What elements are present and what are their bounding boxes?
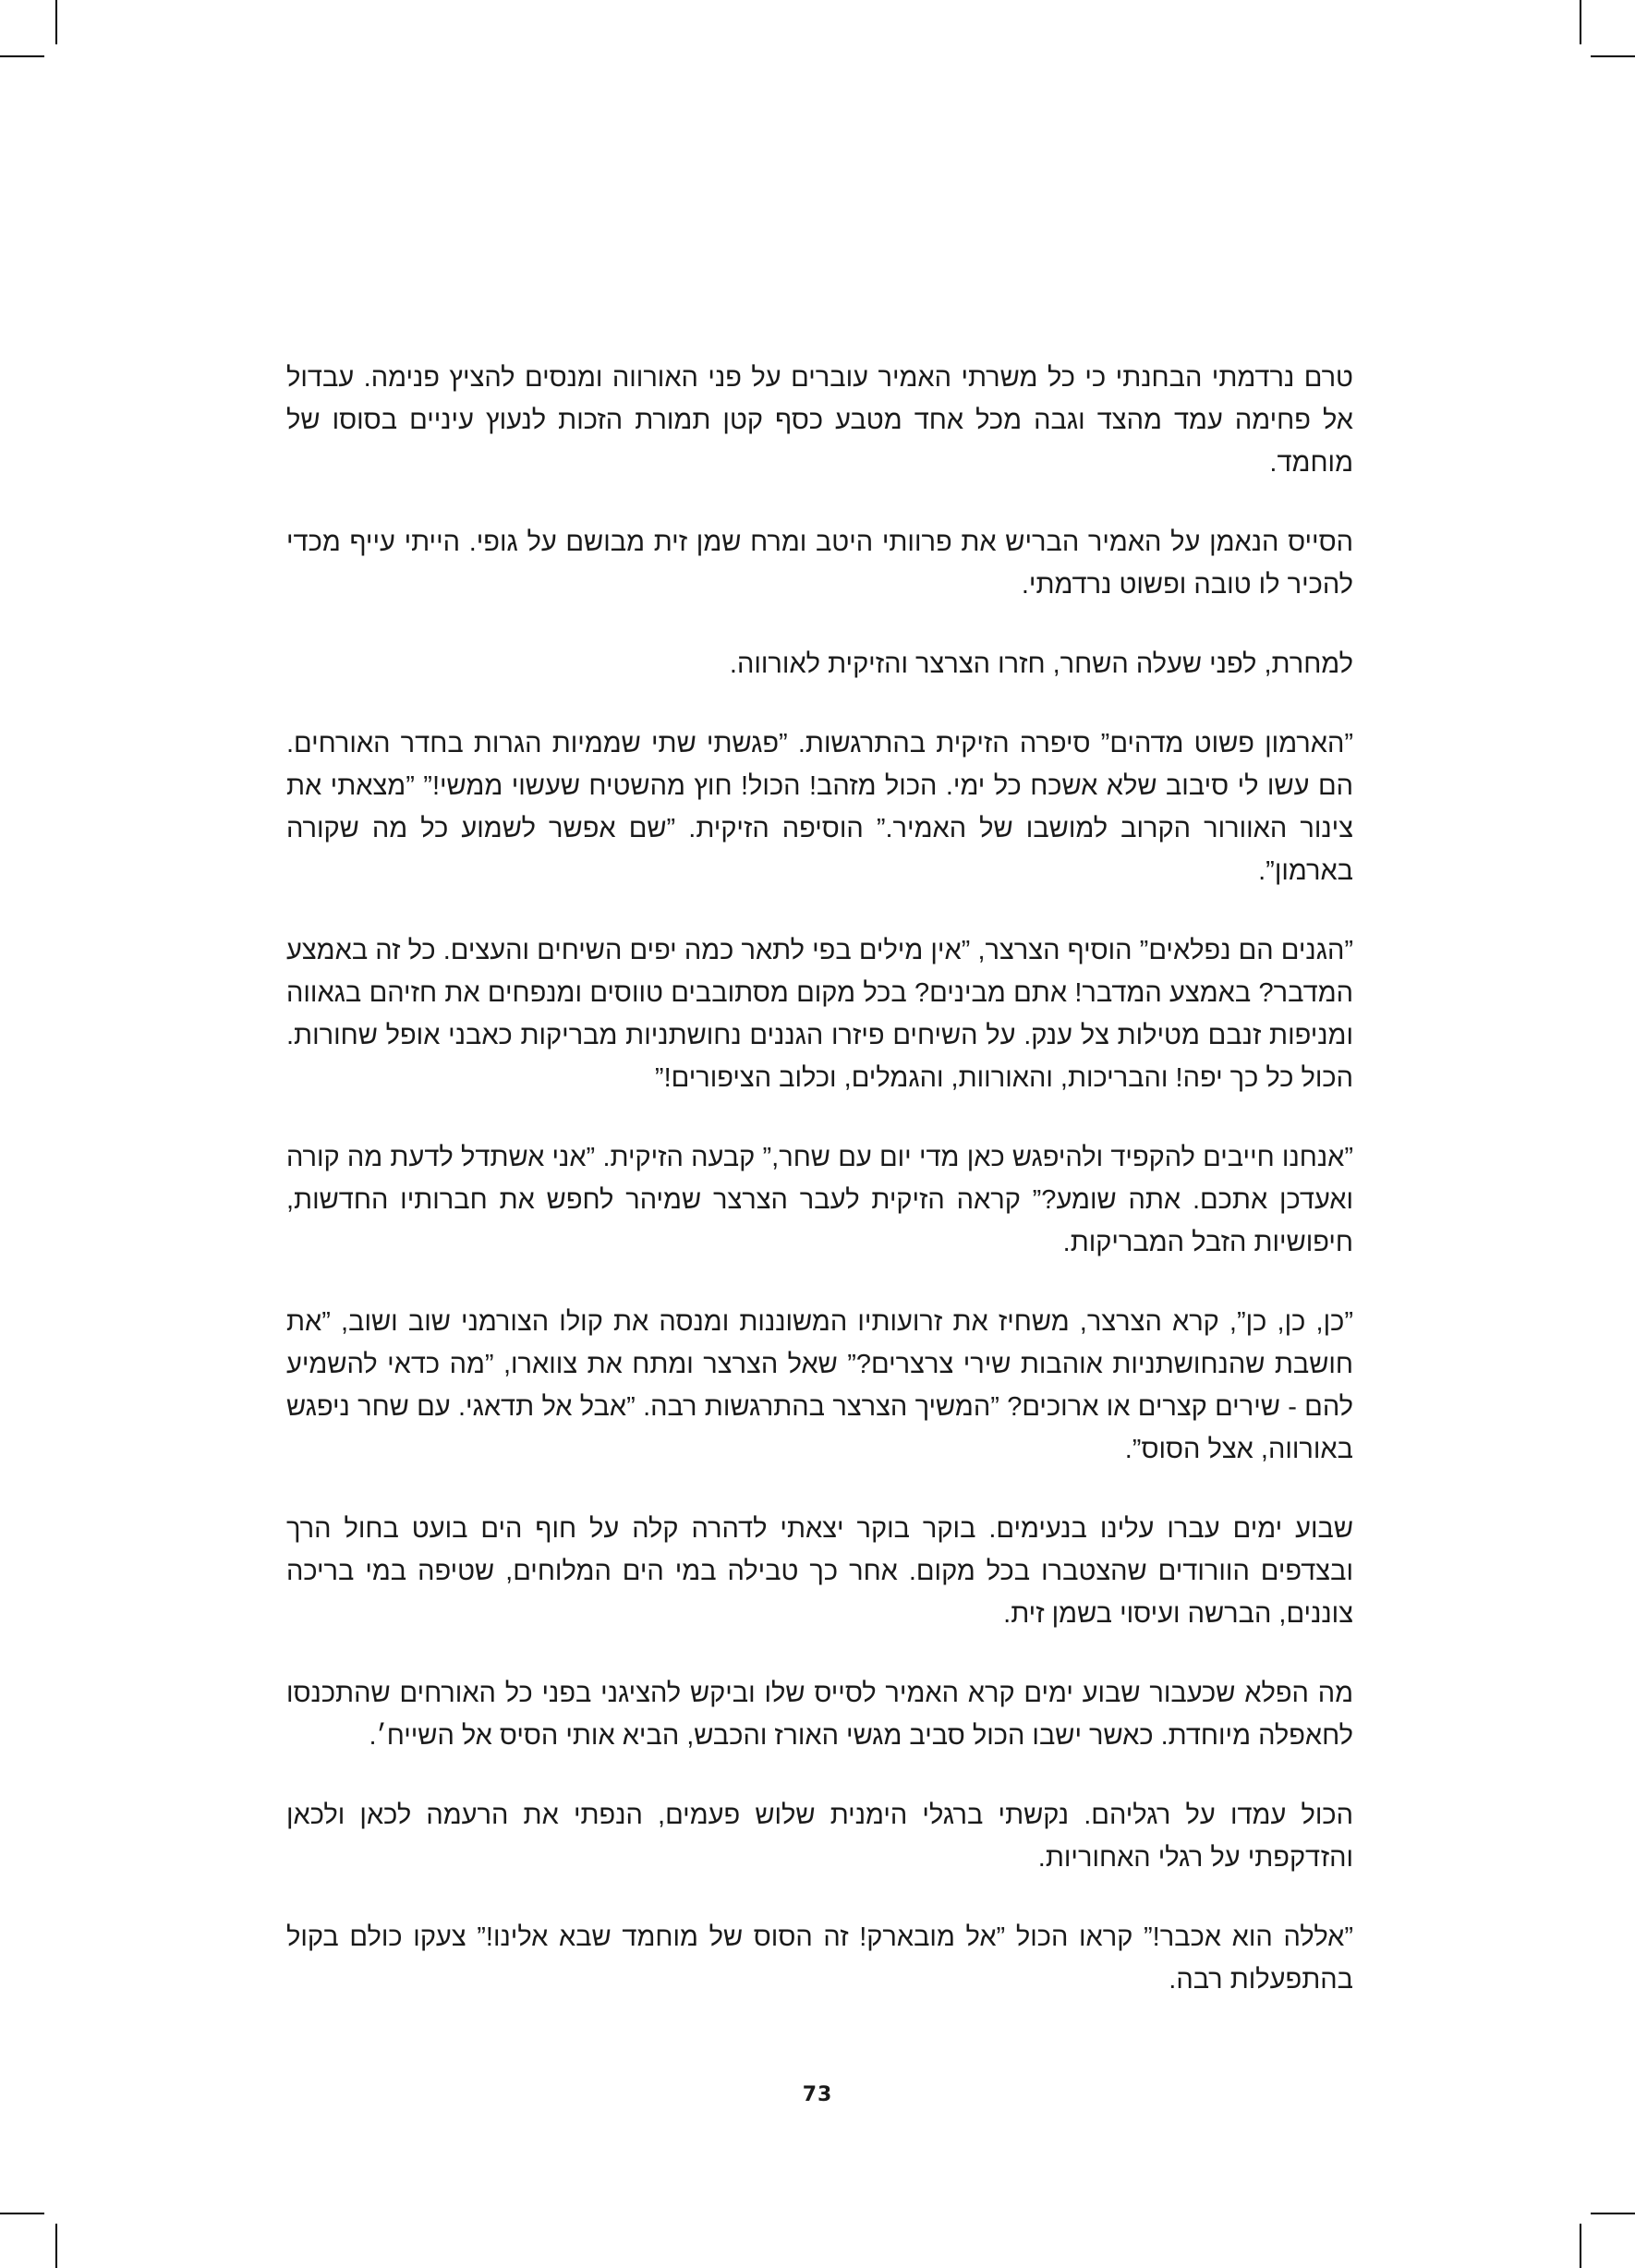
paragraph: הסייס הנאמן על האמיר הבריש את פרוותי היטב ומרח שמן זית מבושם על גופי. הייתי עייף מכדי להכיר לו טובה ופשוט נרדמתי.	[286, 528, 1353, 600]
crop-mark-bottom-left-horizontal	[0, 2213, 44, 2214]
crop-mark-top-left-horizontal	[0, 55, 44, 57]
crop-mark-bottom-left-vertical	[55, 2224, 57, 2268]
paragraph: ”אנחנו חייבים להקפיד ולהיפגש כאן מדי יום עם שחר,” קבעה הזיקית. ”אני אשתדל לדעת מה קורה ואעדכן אתכם. אתה שומע?” קראה הזיקית לעבר הצרצר שמיהר לחפש את חברותיו החדשות, חיפושיות הזבל המבריקות.	[286, 1143, 1353, 1257]
paragraph: ”הגנים הם נפלאים” הוסיף הצרצר, ”אין מילים בפי לתאר כמה יפים השיחים והעצים. כל זה באמצע המדבר? באמצע המדבר! אתם מבינים? בכל מקום מסתובבים טווסים ומנפחים את חזיהם בגאווה ומניפות זנבם מטילות צל ענק. על השיחים פיזרו הגננים נחושתניות מבריקות כאבני אופל שחורות. הכול כל כך יפה! והבריכות, והאורוות, והגמלים, וכלוב הציפורים!”	[286, 936, 1353, 1093]
paragraph: הכול עמדו על רגליהם. נקשתי ברגלי הימנית שלוש פעמים, הנפתי את הרעמה לכאן ולכאן והזדקפתי על רגלי האחוריות.	[286, 1801, 1353, 1873]
paragraph: ”אללה הוא אכבר!” קראו הכול ”אל מובארק! זה הסוס של מוחמד שבא אלינו!” צעקו כולם בקול בהתפעלות רבה.	[286, 1922, 1353, 1995]
crop-mark-top-right-horizontal	[1591, 55, 1635, 57]
crop-mark-bottom-right-vertical	[1580, 2224, 1581, 2268]
paragraph: שבוע ימים עברו עלינו בנעימים. בוקר בוקר יצאתי לדהרה קלה על חוף הים בועט בחול הרך ובצדפים הוורודים שהצטברו בכל מקום. אחר כך טבילה במי הים המלוחים, שטיפה במי בריכה צוננים, הברשה ועיסוי בשמן זית.	[286, 1514, 1353, 1629]
paragraph: טרם נרדמתי הבחנתי כי כל משרתי האמיר עוברים על פני האורווה ומנסים להציץ פנימה. עבדול אל פחימה עמד מהצד וגבה מכל אחד מטבע כסף קטן תמורת הזכות לנעוץ עיניים בסוסו של מוחמד.	[286, 363, 1353, 478]
body-text	[286, 357, 1353, 2038]
paragraph: מה הפלא שכעבור שבוע ימים קרא האמיר לסייס שלו וביקש להציגני בפני כל האורחים שהתכנסו לחאפלה מיוחדת. כאשר ישבו הכול סביב מגשי האורז והכבש, הביא אותי הסיס אל השייח׳.	[286, 1679, 1353, 1751]
page-number: 73	[802, 2083, 833, 2106]
crop-mark-bottom-right-horizontal	[1591, 2213, 1635, 2214]
paragraph: ”הארמון פשוט מדהים” סיפרה הזיקית בהתרגשות. ”פגשתי שתי שממיות הגרות בחדר האורחים. הם עשו לי סיבוב שלא אשכח כל ימי. הכול מזהב! הכול! חוץ מהשטיח שעשוי ממשי!” ”מצאתי את צינור האוורור הקרוב למושבו של האמיר.” הוסיפה הזיקית. ”שם אפשר לשמוע כל מה שקורה בארמון”.	[286, 729, 1353, 886]
paragraph: למחרת, לפני שעלה השחר, חזרו הצרצר והזיקית לאורווה.	[729, 649, 1353, 679]
paragraph: ”כן, כן, כן”, קרא הצרצר, משחיז את זרועותיו המשוננות ומנסה את קולו הצורמני שוב ושוב, ”את חושבת שהנחושתניות אוהבות שירי צרצרים?” שאל הצרצר ומתח את צווארו, ”מה כדאי להשמיע להם - שירים קצרים או ארוכים? ”המשיך הצרצר בהתרגשות רבה. ”אבל אל תדאגי. עם שחר ניפגש באורווה, אצל הסוס”.	[286, 1307, 1353, 1464]
crop-mark-top-right-vertical	[1580, 0, 1581, 44]
crop-mark-top-left-vertical	[55, 0, 57, 44]
